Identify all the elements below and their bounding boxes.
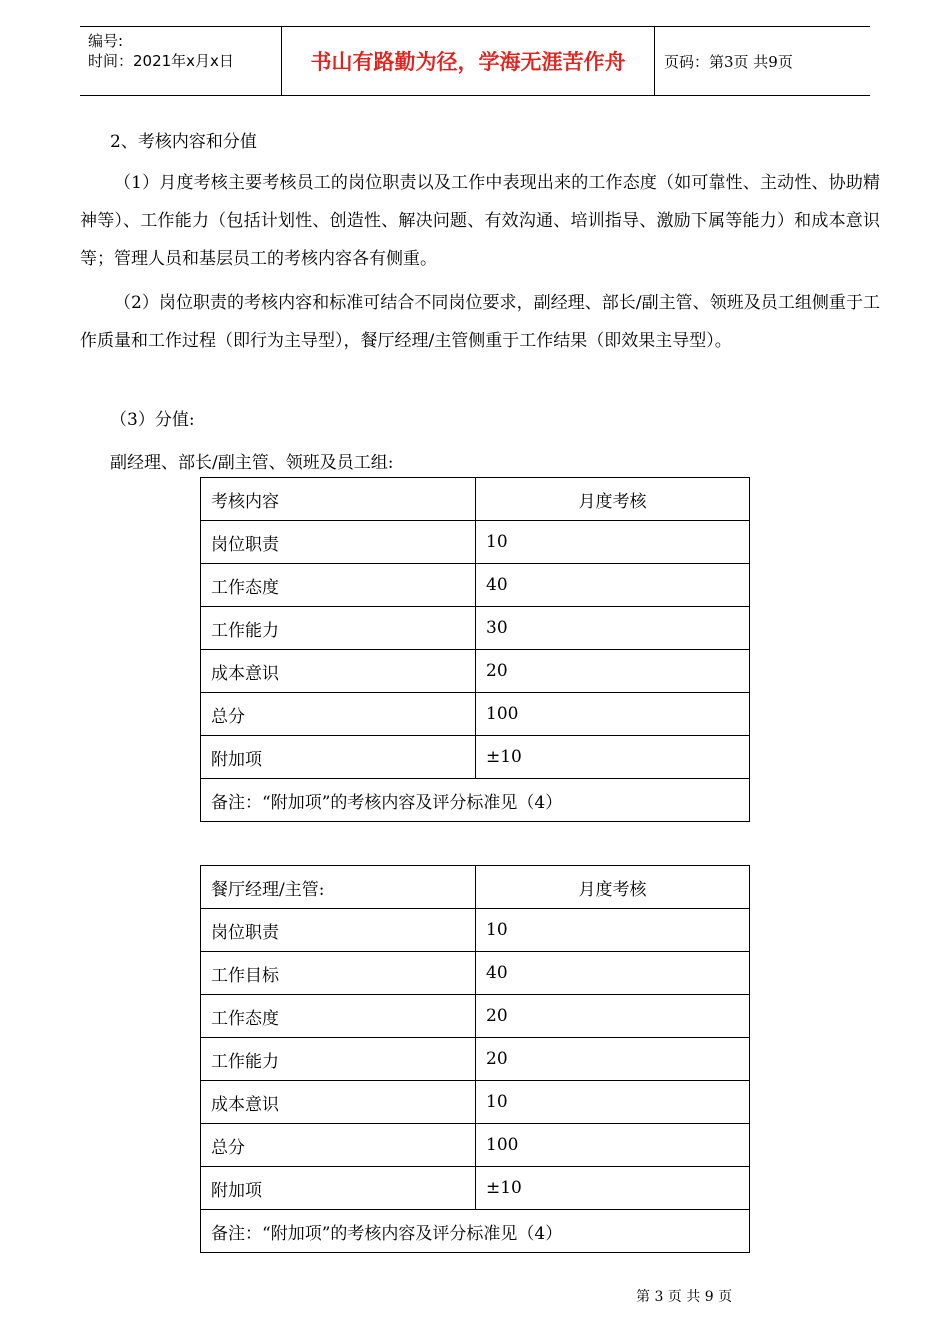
table-row <box>201 736 750 779</box>
table-cell-value: 20 <box>476 650 750 693</box>
table-cell-item: 工作态度 <box>201 995 476 1038</box>
table-cell-item: 工作态度 <box>201 564 476 607</box>
table-note: 备注：“附加项”的考核内容及评分标准见（4） <box>201 1210 750 1253</box>
table-row <box>201 1167 750 1210</box>
table-cell-value: ±10 <box>476 1167 750 1210</box>
table-cell-item: 成本意识 <box>201 1081 476 1124</box>
table-note-row <box>201 779 750 822</box>
table-header-cell: 月度考核 <box>476 866 750 909</box>
table-cell-value: 10 <box>476 521 750 564</box>
document-number-label: 编号: <box>88 32 124 50</box>
table-cell-item: 岗位职责 <box>201 521 476 564</box>
table-header-cell: 月度考核 <box>476 478 750 521</box>
table-row <box>201 1081 750 1124</box>
score-heading: （3）分值: <box>110 410 195 430</box>
table-row <box>201 952 750 995</box>
section-title: 2、考核内容和分值 <box>110 132 257 152</box>
header-page-number: 页码：第3页 共9页 <box>664 52 793 71</box>
table-header-row <box>201 478 750 521</box>
table-row <box>201 521 750 564</box>
table-cell-item: 总分 <box>201 1124 476 1167</box>
table-cell-item: 附加项 <box>201 736 476 779</box>
table-row <box>201 564 750 607</box>
table-row <box>201 607 750 650</box>
group1-label: 副经理、部长/副主管、领班及员工组: <box>110 453 394 473</box>
score-table-manager <box>200 865 750 1253</box>
table-note: 备注：“附加项”的考核内容及评分标准见（4） <box>201 779 750 822</box>
header-motto: 书山有路勤为径，学海无涯苦作舟 <box>310 50 626 74</box>
page-footer: 第 3 页 共 9 页 <box>636 1289 733 1305</box>
score-table-staff <box>200 477 750 822</box>
table-row <box>201 650 750 693</box>
table-row <box>201 995 750 1038</box>
table-header-cell: 考核内容 <box>201 478 476 521</box>
table-cell-value: 20 <box>476 995 750 1038</box>
table-cell-item: 总分 <box>201 693 476 736</box>
table-cell-item: 附加项 <box>201 1167 476 1210</box>
table-header-row <box>201 866 750 909</box>
table-row <box>201 1038 750 1081</box>
paragraph-2: （2）岗位职责的考核内容和标准可结合不同岗位要求，副经理、部长/副主管、领班及员工组侧重于工作质量和工作过程（即行为主导型），餐厅经理/主管侧重于工作结果（即效果主导型）。 <box>80 293 880 351</box>
table-cell-value: 40 <box>476 952 750 995</box>
table-note-row <box>201 1210 750 1253</box>
table-cell-value: 40 <box>476 564 750 607</box>
table-cell-value: 100 <box>476 693 750 736</box>
page-header <box>80 26 870 96</box>
table-row <box>201 909 750 952</box>
table-cell-item: 工作目标 <box>201 952 476 995</box>
paragraph-1: （1）月度考核主要考核员工的岗位职责以及工作中表现出来的工作态度（如可靠性、主动性、协助精神等）、工作能力（包括计划性、创造性、解决问题、有效沟通、培训指导、激励下属等能力）和成本意识等；管理人员和基层员工的考核内容各有侧重。 <box>80 173 880 269</box>
table-row <box>201 1124 750 1167</box>
table-cell-value: 100 <box>476 1124 750 1167</box>
table-cell-item: 岗位职责 <box>201 909 476 952</box>
table-cell-item: 工作能力 <box>201 607 476 650</box>
table-cell-item: 成本意识 <box>201 650 476 693</box>
document-date-label: 时间：2021年x月x日 <box>88 52 234 70</box>
table-cell-item: 工作能力 <box>201 1038 476 1081</box>
header-meta <box>88 31 234 71</box>
table-cell-value: 10 <box>476 1081 750 1124</box>
table-cell-value: 20 <box>476 1038 750 1081</box>
table-cell-value: 10 <box>476 909 750 952</box>
header-divider <box>654 27 655 95</box>
table-header-cell: 餐厅经理/主管: <box>201 866 476 909</box>
table-cell-value: ±10 <box>476 736 750 779</box>
table-row <box>201 693 750 736</box>
table-cell-value: 30 <box>476 607 750 650</box>
